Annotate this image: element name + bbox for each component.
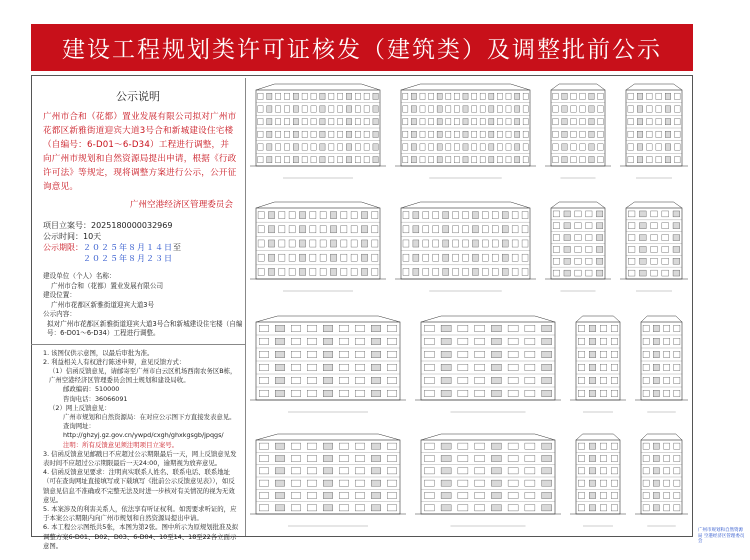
elevation-drawing: [543, 78, 613, 188]
elevation-drawing: [393, 196, 538, 301]
stamp-text: 广州市规划和自然资源局 空港经济区管理委员会: [698, 528, 745, 544]
project-no: 2025180000032969: [91, 221, 173, 230]
note-item: 3. 信函反馈意见邮戳日不应超过公示期限最后一天，网上反馈意见发表时间不应超过公示期限最后一天24:00，逾期视为放弃意见。: [43, 449, 237, 467]
addr-label: 建设位置：: [43, 291, 76, 299]
note-item: 广州市规划和自然资源局：在对应公示图下方直接发表意见。: [63, 412, 236, 421]
note-item: 4. 信函反馈意见要求：注明真实联系人姓名、联系电话、联系地址（可在查询网址直接填写或下载填写《批前公示反馈意见表》），如反馈意见信息不准确或不完整无法及时进一步核对有关情况的视为无效意见。: [43, 468, 235, 504]
content-value: 拟对广州市花都区新雅街道迎宾大道3号合和新城建设住宅楼（自编号：6-D01～6-D34）工程进行调整。: [47, 319, 243, 337]
elevation-drawing: [393, 78, 538, 188]
project-no-label: 项目立案号：: [43, 221, 91, 230]
range-to: 至: [173, 243, 181, 252]
content-label: 公示内容：: [43, 310, 76, 318]
unit-label: 建设单位（个人）名称：: [43, 272, 116, 280]
note-item: 6. 本工程公示图纸共5张，本图为第2张。图中所示为原规划批准及拟调整方案6-D01、D02、D03、6-D04、10至14、18至22各立面示意图。: [43, 523, 239, 550]
note-item-warning: 注明：所有反馈意见须注明项目立案号。: [63, 440, 179, 449]
elevation-drawing: [248, 428, 408, 536]
elevation-drawing: [618, 78, 690, 188]
elevation-drawing: [633, 310, 690, 422]
period-value: 10天: [83, 232, 102, 241]
elevation-drawing: [633, 428, 690, 536]
elevation-drawing: [413, 428, 563, 536]
note-item: 邮政编码：510000: [63, 385, 120, 394]
notice-signer: 广州空港经济区管理委员会: [129, 200, 233, 210]
notice-heading: 公示说明: [116, 90, 160, 103]
note-item: 查询网址：: [63, 422, 95, 431]
banner-title: 建设工程规划类许可证核发（建筑类）及调整批前公示: [62, 37, 662, 63]
notice-body: 广州市合和（花都）置业发展有限公司拟对广州市花都区新雅街道迎宾大道3号合和新城建设住宅楼（自编号：6-D01～6-D34）工程进行调整，并向广州市规划和自然资源局提出申请，根据《行政许可法》等规定，现将调整方案进行公示，公开征询意见。: [43, 112, 237, 192]
elevation-drawing: [248, 196, 388, 301]
divider: [31, 344, 245, 345]
page-banner: [31, 24, 693, 71]
query-url[interactable]: http://ghzyj.gz.gov.cn/ywpd/cxgh/ghxkgsgb/jpqgs/: [63, 431, 224, 440]
elevation-drawing: [543, 196, 613, 301]
elevation-drawing: [618, 196, 690, 301]
notice-panel: [31, 78, 246, 550]
approval-stamp: [698, 528, 746, 552]
note-item: 1. 该图仅供示意图，以最后审批为准。: [43, 348, 154, 357]
project-meta: [43, 220, 245, 264]
range-start: ２０２５年８月１４日: [83, 243, 173, 252]
unit-value: 广州市合和（花都）置业发展有限公司: [51, 281, 164, 290]
applicant-section: [43, 272, 245, 339]
elevation-drawing: [248, 310, 408, 422]
note-item: 5. 本案涉及的利害关系人，依法享有听证权利。如需要求听证的，应于本案公示期限内向广州市规划和自然资源局提出申请。: [43, 504, 237, 523]
period-label: 公示时间：: [43, 232, 83, 241]
note-item: （1）信函反馈意见，请邮寄至广州市白云区机场西南农务区B栋，广州空港经济区管理委员会国土规划和建设局收。: [49, 366, 237, 385]
note-item: 2. 利益相关人有权进行陈述申辩，意见反馈方式：: [43, 357, 186, 366]
note-item: （2）网上反馈意见：: [49, 403, 111, 412]
elevation-drawing: [413, 310, 563, 422]
elevation-drawing: [248, 78, 388, 188]
range-end: ２０２５年８月２３日: [83, 254, 173, 263]
range-label: 公示期限：: [43, 243, 83, 252]
notes-list: [43, 349, 239, 551]
elevation-drawing: [568, 310, 628, 422]
drawing-grid: [248, 78, 692, 536]
elevation-drawing: [568, 428, 628, 536]
note-item: 咨询电话：36066091: [63, 394, 128, 403]
addr-value: 广州市花都区新雅街道迎宾大道3号: [51, 300, 155, 309]
